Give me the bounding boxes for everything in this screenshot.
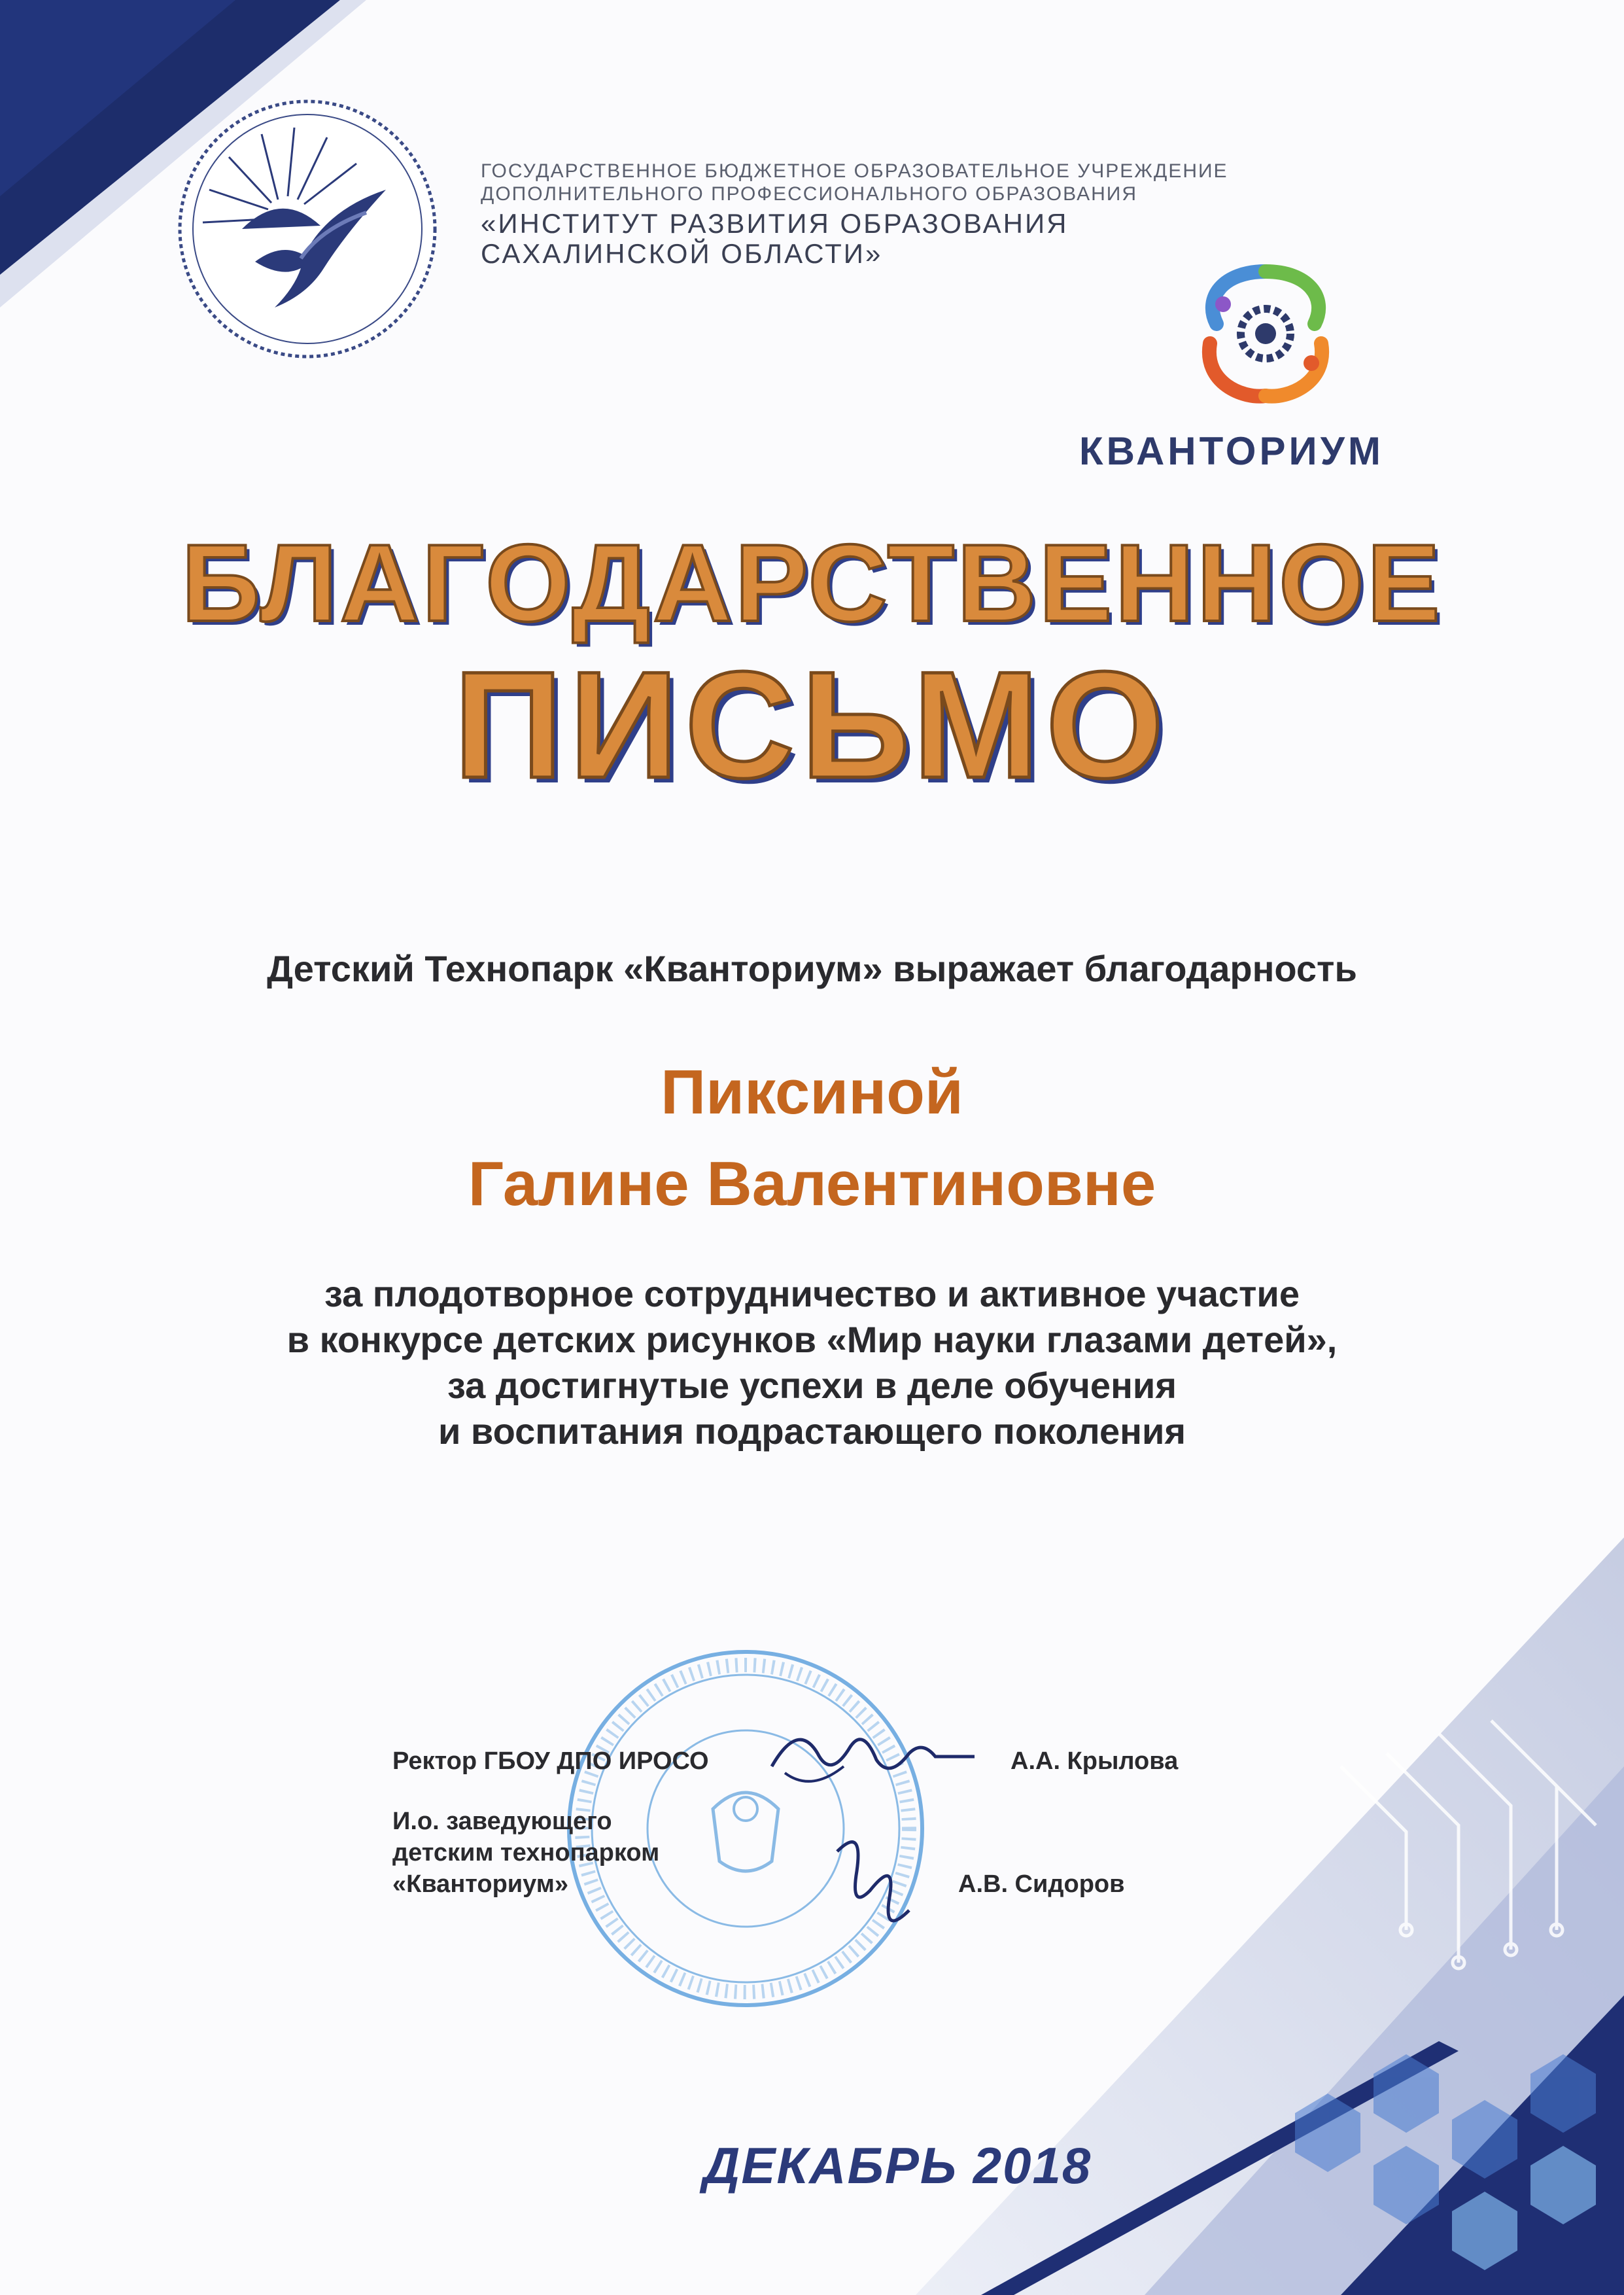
- recipient-surname: Пиксиной: [661, 1057, 963, 1127]
- signature-second-position-2: детским технопарком: [392, 1839, 660, 1866]
- lead-text: Детский Технопарк «Кванториум» выражает благодарность: [267, 948, 1357, 989]
- institution-line-3: «ИНСТИТУТ РАЗВИТИЯ ОБРАЗОВАНИЯ: [481, 208, 1069, 239]
- institution-line-1: ГОСУДАРСТВЕННОЕ БЮДЖЕТНОЕ ОБРАЗОВАТЕЛЬНОЕ УЧРЕЖДЕНИЕ: [481, 160, 1228, 182]
- signature-second-position-3: «Кванториум»: [392, 1870, 569, 1898]
- kvantorium-brand-name: КВАНТОРИУМ: [1079, 429, 1384, 473]
- kvantorium-logo-icon: [1184, 252, 1347, 415]
- signature-first-position: Ректор ГБОУ ДПО ИРОСО: [392, 1747, 709, 1775]
- title-line-2: ПИСЬМО: [453, 640, 1171, 810]
- institution-line-2: ДОПОЛНИТЕЛЬНОГО ПРОФЕССИОНАЛЬНОГО ОБРАЗОВАНИЯ: [481, 183, 1138, 205]
- signature-scribble: [759, 1694, 1007, 1969]
- recipient-given-name: Галине Валентиновне: [468, 1149, 1156, 1219]
- reason-line-4: и воспитания подрастающего поколения: [438, 1410, 1186, 1452]
- reason-line-1: за плодотворное сотрудничество и активное участие: [324, 1273, 1300, 1314]
- title-line-1: БЛАГОДАРСТВЕННОЕ: [181, 521, 1443, 644]
- institution-line-4: САХАЛИНСКОЙ ОБЛАСТИ»: [481, 238, 883, 269]
- reason-line-3: за достигнутые успехи в деле обучения: [447, 1365, 1177, 1406]
- signature-second-name: А.В. Сидоров: [958, 1870, 1125, 1898]
- issue-date: ДЕКАБРЬ 2018: [703, 2137, 1092, 2194]
- reason-line-2: в конкурсе детских рисунков «Мир науки глазами детей»,: [286, 1319, 1338, 1360]
- crane-sun-emblem-icon: [170, 92, 445, 366]
- signature-second-position-1: И.о. заведующего: [392, 1808, 612, 1835]
- signature-first-name: А.А. Крылова: [1011, 1747, 1179, 1775]
